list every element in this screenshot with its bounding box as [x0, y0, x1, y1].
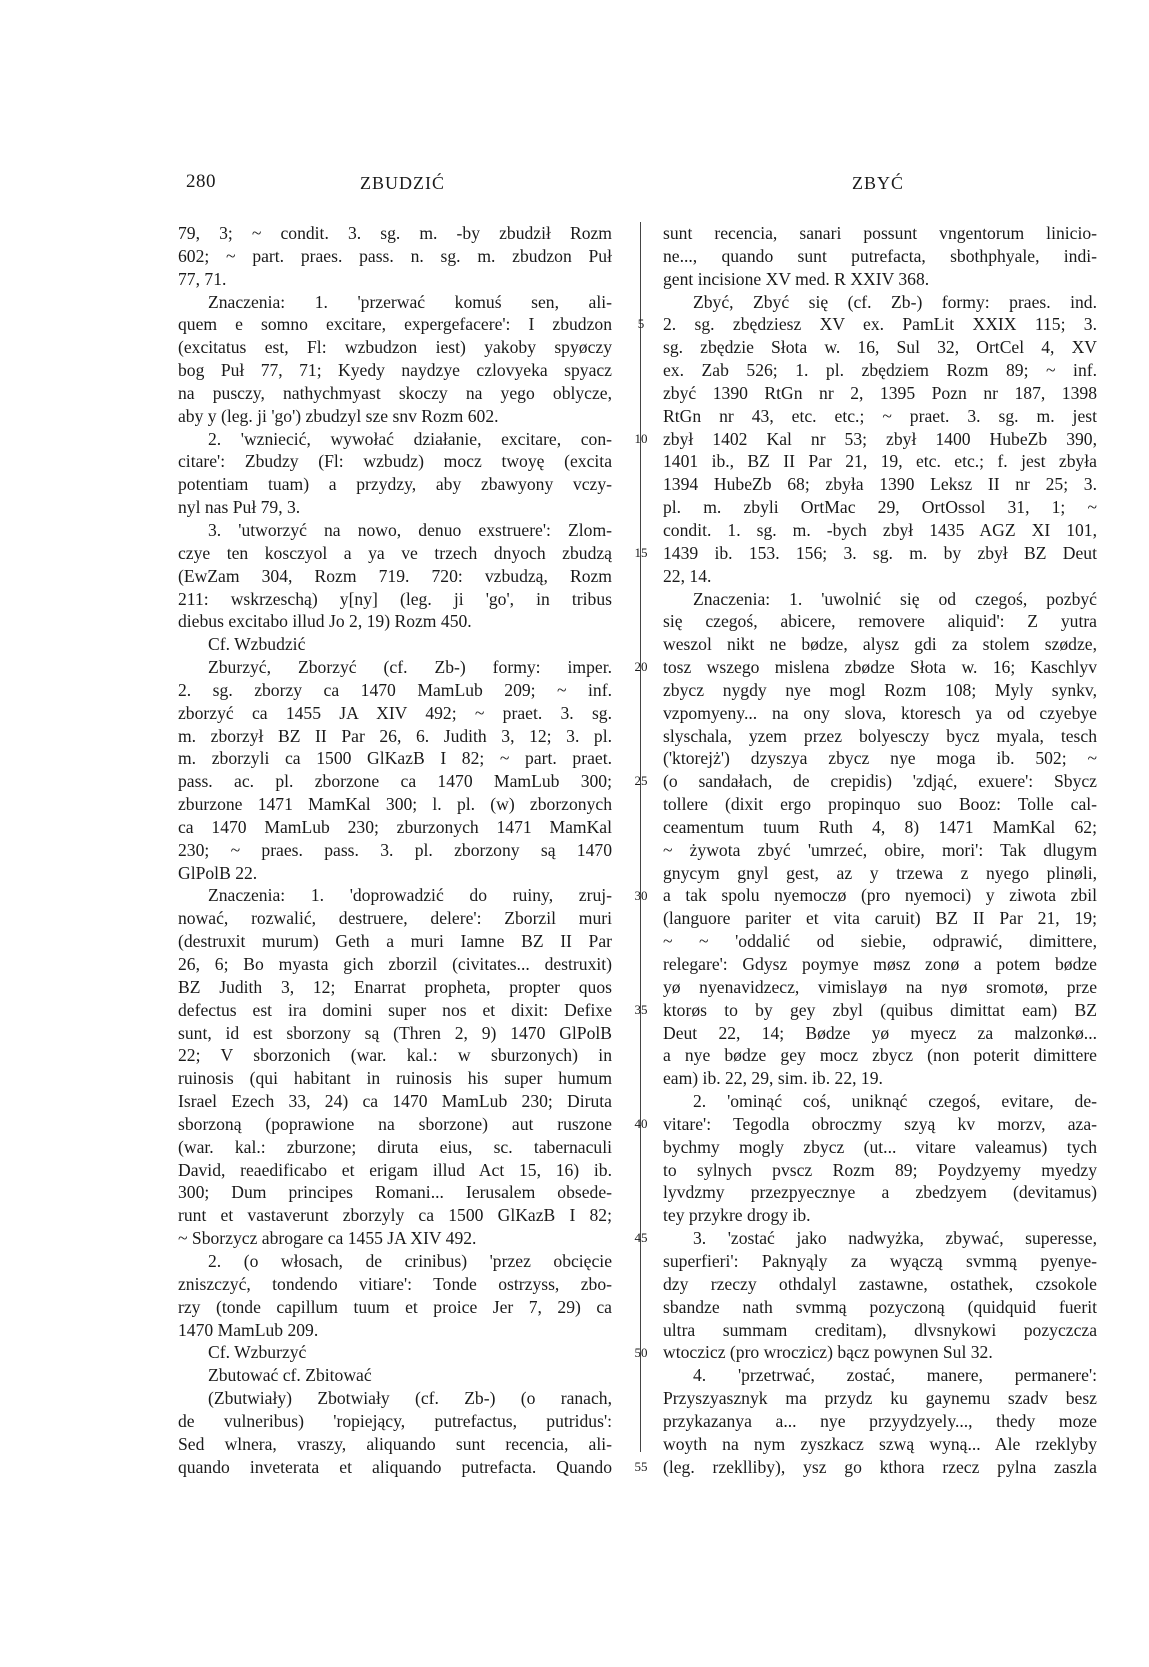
line-number: 45 [634, 1230, 648, 1246]
text-line: tosz wszego mislena zbødze Słota w. 16; Kaschlyv [663, 657, 1097, 678]
text-line: 2. 'ominąć coś, uniknąć czegoś, evitare, de- [693, 1091, 1097, 1112]
text-line: 2. sg. zborzy ca 1470 MamLub 209; ~ inf. [178, 679, 612, 700]
running-head-right: ZBYĆ [852, 173, 905, 193]
text-line: ne..., quando sunt putrefacta, sbothphyale, indi- [663, 245, 1097, 266]
text-line: wtoczicz (pro wroczicz) bącz powynen Sul 32. [663, 1342, 993, 1363]
text-line: 79, 3; ~ condit. 3. sg. m. -by zbudził Rozm [178, 223, 612, 243]
text-line: 3. 'zostać jako nadwyżka, zbywać, superesse, [693, 1228, 1097, 1249]
text-line: 3. 'utworzyć na nowo, denuo exstruere': Zlom- [208, 519, 612, 540]
line-number: 55 [634, 1458, 648, 1474]
text-line: sunt recencia, sanari possunt vngentorum linicio- [663, 223, 1097, 243]
text-line: ceamentum tuum Ruth 4, 8) 1471 MamKal 62; [663, 816, 1097, 837]
text-line: aby y (leg. ji 'go') zbudzyl sze snv Rozm 602. [178, 405, 499, 426]
text-line: ~ Sborzycz abrogare ca 1455 JA XIV 492. [178, 1228, 477, 1249]
line-number: 35 [634, 1001, 648, 1017]
text-line: (o sandałach, de crepidis) 'zdjąć, exuere': Sbycz [663, 771, 1097, 792]
text-line: (war. kal.: zburzone; diruta eius, sc. tabernaculi [178, 1136, 612, 1157]
line-number: 20 [634, 659, 648, 675]
text-line: zniszczyć, tondendo vitiare': Tonde ostrzyss, zbo- [178, 1273, 612, 1294]
text-line: 4. 'przetrwać, zostać, manere, permanere': [693, 1365, 1097, 1386]
text-line: potentiam tuam) a przydzy, aby zbawyony vczy- [178, 474, 612, 495]
text-line: Deut 22, 14; Bødze yø myecz za malzonkø... [663, 1022, 1097, 1043]
text-line: (excitatus est, Fl: wzbudzon iest) yakoby spyøczy [178, 337, 612, 358]
text-line: eam) ib. 22, 29, sim. ib. 22, 19. [663, 1068, 883, 1089]
text-line: Zburzyć, Zborzyć (cf. Zb-) formy: imper. [208, 657, 612, 678]
line-number: 15 [634, 544, 648, 560]
text-line: 1394 HubeZb 68; zbyła 1390 Leksz II nr 25; 3. [663, 474, 1097, 495]
text-line: slyschala, yzem przez bolyesczy bycz myala, tesch [663, 725, 1097, 746]
column-divider [640, 222, 641, 1452]
text-line: tey przykre drogy ib. [663, 1205, 811, 1226]
text-line: 26, 6; Bo myasta gich zborzil (civitates... destruxit) [178, 954, 612, 974]
text-line: 211: wskrzeschą) y[ny] (leg. ji 'go', in tribus [178, 588, 612, 609]
text-line: (destruxit murum) Geth a muri Iamne BZ II Par [178, 931, 612, 952]
text-line: zborzyć ca 1455 JA XIV 492; ~ praet. 3. sg. [178, 702, 612, 723]
text-line: quando inveterata et aliquando putrefacta. Quando [178, 1456, 612, 1477]
text-line: a tak spolu nyemoczø (pro nyemoci) y ziwota zbil [663, 885, 1097, 906]
text-line: zburzone 1471 MamKal 300; l. pl. (w) zborzonych [178, 794, 612, 815]
text-line: Przyszyasznyk ma przydz ku gaynemu szadv besz [663, 1388, 1097, 1409]
text-line: Zbyć, Zbyć się (cf. Zb-) formy: praes. ind. [693, 291, 1097, 312]
text-line: 77, 71. [178, 268, 227, 289]
text-line: m. zborzył BZ II Par 26, 6. Judith 3, 12; 3. pl. [178, 725, 612, 746]
text-line: ~ żywota zbyć 'umrzeć, obire, mori': Tak dlugym [663, 839, 1097, 860]
text-line: 1401 ib., BZ II Par 21, 19, etc. etc.; f. jest zbyła [663, 451, 1097, 472]
text-line: ex. Zab 526; 1. pl. zbędziem Rozm 89; ~ inf. [663, 360, 1097, 381]
text-line: 300; Dum principes Romani... Ierusalem obsede- [178, 1182, 612, 1203]
right-column [663, 222, 1097, 1478]
text-line: citare': Zbudzy (Fl: wzbudz) mocz twoyę (excita [178, 451, 612, 472]
running-head-left: ZBUDZIĆ [360, 173, 445, 193]
text-line: ~ ~ 'oddalić od siebie, odprawić, dimittere, [663, 931, 1097, 952]
text-line: nować, rozwalić, destruere, delere': Zborzil muri [178, 908, 612, 929]
text-line: (languore pariter et vita caruit) BZ II Par 21, 19; [663, 908, 1097, 929]
text-line: zbyć 1390 RtGn nr 2, 1395 Pozn nr 187, 1398 [663, 382, 1097, 403]
text-line: (Zbutwiały) Zbotwiały (cf. Zb-) (o ranach, [208, 1388, 612, 1409]
text-line: RtGn nr 43, etc. etc.; ~ praet. 3. sg. m. jest [663, 405, 1097, 426]
text-line: bychmy mogly zbycz (ut... vitare valeamus) tych [663, 1136, 1097, 1157]
text-line: pl. m. zbyli OrtMac 29, OrtOssol 31, 1; ~ [663, 497, 1097, 518]
line-number: 25 [634, 773, 648, 789]
text-line: vzpomyeny... na ony slova, ktoresch ya od czyebye [663, 702, 1097, 723]
text-line: (EwZam 304, Rozm 719. 720: vzbudzą, Rozm [178, 565, 612, 586]
text-line: bog Puł 77, 71; Kyedy naydzye czlovyeka spyacz [178, 360, 612, 381]
text-line: 1439 ib. 153. 156; 3. sg. m. by zbył BZ Deut [663, 542, 1097, 563]
text-line: 2. (o włosach, de crinibus) 'przez obcięcie [208, 1250, 612, 1271]
text-line: vitare': Tegodla obroczmy szyą kv morzv, aza- [663, 1113, 1097, 1134]
text-line: 2. 'wzniecić, wywołać działanie, excitare, con- [208, 428, 612, 449]
text-line: lyvdzmy przezpyecznye a zbedzyem (devitamus) [663, 1182, 1097, 1203]
text-line: na pusczy, nathychmyast skoczy na yego oblycze, [178, 382, 612, 403]
text-line: to sylnych pvscz Rozm 89; Poydzyemy myedzy [663, 1159, 1097, 1180]
text-line: dzy rzeczy othdalyl zastawne, ostathek, czsokole [663, 1273, 1097, 1294]
left-column [178, 222, 612, 1478]
text-line: condit. 1. sg. m. -bych zbył 1435 AGZ XI 101, [663, 519, 1097, 540]
text-line: 230; ~ praes. pass. 3. pl. zborzony są 1470 [178, 839, 612, 860]
text-line: gent incisione XV med. R XXIV 368. [663, 268, 930, 289]
line-number: 50 [634, 1344, 648, 1360]
text-line: 22; V sborzonich (war. kal.: w sburzonych) in [178, 1045, 612, 1066]
text-line: nyl nas Puł 79, 3. [178, 497, 301, 518]
text-line: czye ten kosczyol a ya ve trzech dnyoch zbudzą [178, 542, 612, 563]
text-line: m. zborzyli ca 1500 GlKazB I 82; ~ part. praet. [178, 748, 612, 769]
text-line: sunt, id est sborzony są (Thren 2, 9) 1470 GlPolB [178, 1022, 612, 1043]
text-line: 1470 MamLub 209. [178, 1319, 319, 1340]
text-line: zbył 1402 Kal nr 53; zbył 1400 HubeZb 390, [663, 428, 1097, 449]
text-line: ktorøs to by gey zbyl (quibus dimittat eam) BZ [663, 999, 1097, 1020]
text-line: yø nyenavidzecz, vimislayø na nyø sromotø, prze [663, 976, 1097, 997]
text-line: sg. zbędzie Słota w. 16, Sul 32, OrtCel 4, XV [663, 337, 1097, 358]
text-line: BZ Judith 3, 12; Enarrat propheta, propter quos [178, 976, 612, 997]
text-line: zbycz nygdy nye mogl Rozm 108; Myly synkv, [663, 679, 1097, 700]
text-line: (leg. rzeklliby), ysz go kthora rzecz pylna zaszla [663, 1456, 1097, 1477]
text-line: Sed wlnera, vraszy, aliquando sunt recencia, ali- [178, 1433, 612, 1454]
text-line: woyth na nym zyszkacz szwą wyną... Ale rzeklyby [663, 1433, 1097, 1454]
text-line: quem e somno excitare, expergefacere': I zbudzon [178, 314, 612, 335]
text-line: sbandze nath svmmą pozyczoną (quidquid fuerit [663, 1296, 1097, 1317]
text-line: pass. ac. pl. zborzone ca 1470 MamLub 300; [178, 771, 612, 792]
text-line: tollere (dixit ergo propinquo suo Booz: Tolle cal- [663, 794, 1097, 815]
text-line: defectus est ira domini super nos et dixit: Defixe [178, 999, 612, 1020]
text-line: Cf. Wzburzyć [208, 1342, 307, 1363]
page-number: 280 [186, 171, 216, 192]
text-line: Znaczenia: 1. 'uwolnić się od czegoś, pozbyć [693, 588, 1097, 609]
text-line: ultra summam creditam), dlvsnykowi pozyczcza [663, 1319, 1097, 1340]
text-line: gnycym gnyl gest, az y trzewa z nyego plinøli, [663, 862, 1097, 883]
text-line: weszol nikt ne bødze, alysz gdi za stolem szødze, [663, 634, 1097, 655]
text-line: ca 1470 MamLub 230; zburzonych 1471 MamKal [178, 816, 612, 837]
text-line: a nye bødze gey mocz zbycz (non poterit dimittere [663, 1045, 1097, 1066]
text-line: przykazanya a... nye przyydzyely..., thedy moze [663, 1410, 1097, 1431]
line-number: 40 [634, 1116, 648, 1132]
text-line: 22, 14. [663, 565, 712, 586]
line-number: 10 [634, 430, 648, 446]
text-line: David, reaedificabo et erigam illud Act 15, 16) ib. [178, 1159, 612, 1180]
text-line: superfieri': Paknyąly za wyączą svmmą pyenye- [663, 1250, 1097, 1271]
text-line: diebus excitabo illud Jo 2, 19) Rozm 450. [178, 611, 472, 632]
text-line: relegare': Gdysz poymye møsz zonø a potem bødze [663, 954, 1097, 974]
text-line: Znaczenia: 1. 'przerwać komuś sen, ali- [208, 291, 612, 312]
text-line: Zbutować cf. Zbitować [208, 1365, 372, 1386]
line-number: 30 [634, 887, 648, 903]
text-line: Cf. Wzbudzić [208, 634, 306, 655]
text-line: ('ktorejż') dzyszya zbycz nye moga ib. 502; ~ [663, 748, 1097, 769]
text-line: runt et vastaverunt zborzyly ca 1500 GlKazB I 82; [178, 1205, 612, 1226]
text-line: sborzoną (poprawione na sborzone) aut ruszone [178, 1113, 612, 1134]
text-line: GlPolB 22. [178, 862, 258, 883]
text-line: 2. sg. zbędziesz XV ex. PamLit XXIX 115; 3. [663, 314, 1097, 335]
text-line: Znaczenia: 1. 'doprowadzić do ruiny, zruj- [208, 885, 612, 906]
text-line: Israel Ezech 33, 24) ca 1470 MamLub 230; Diruta [178, 1091, 612, 1112]
text-line: się czegoś, abicere, removere aliquid': Z yutra [663, 611, 1097, 632]
text-line: de vulneribus) 'ropiejący, putrefactus, putridus': [178, 1410, 612, 1431]
line-number: 5 [637, 316, 645, 332]
text-line: rzy (tonde capillum tuum et proice Jer 7, 29) ca [178, 1296, 612, 1317]
text-line: ruinosis (qui habitant in ruinosis his super humum [178, 1068, 612, 1089]
text-line: 602; ~ part. praes. pass. n. sg. m. zbudzon Puł [178, 245, 612, 266]
